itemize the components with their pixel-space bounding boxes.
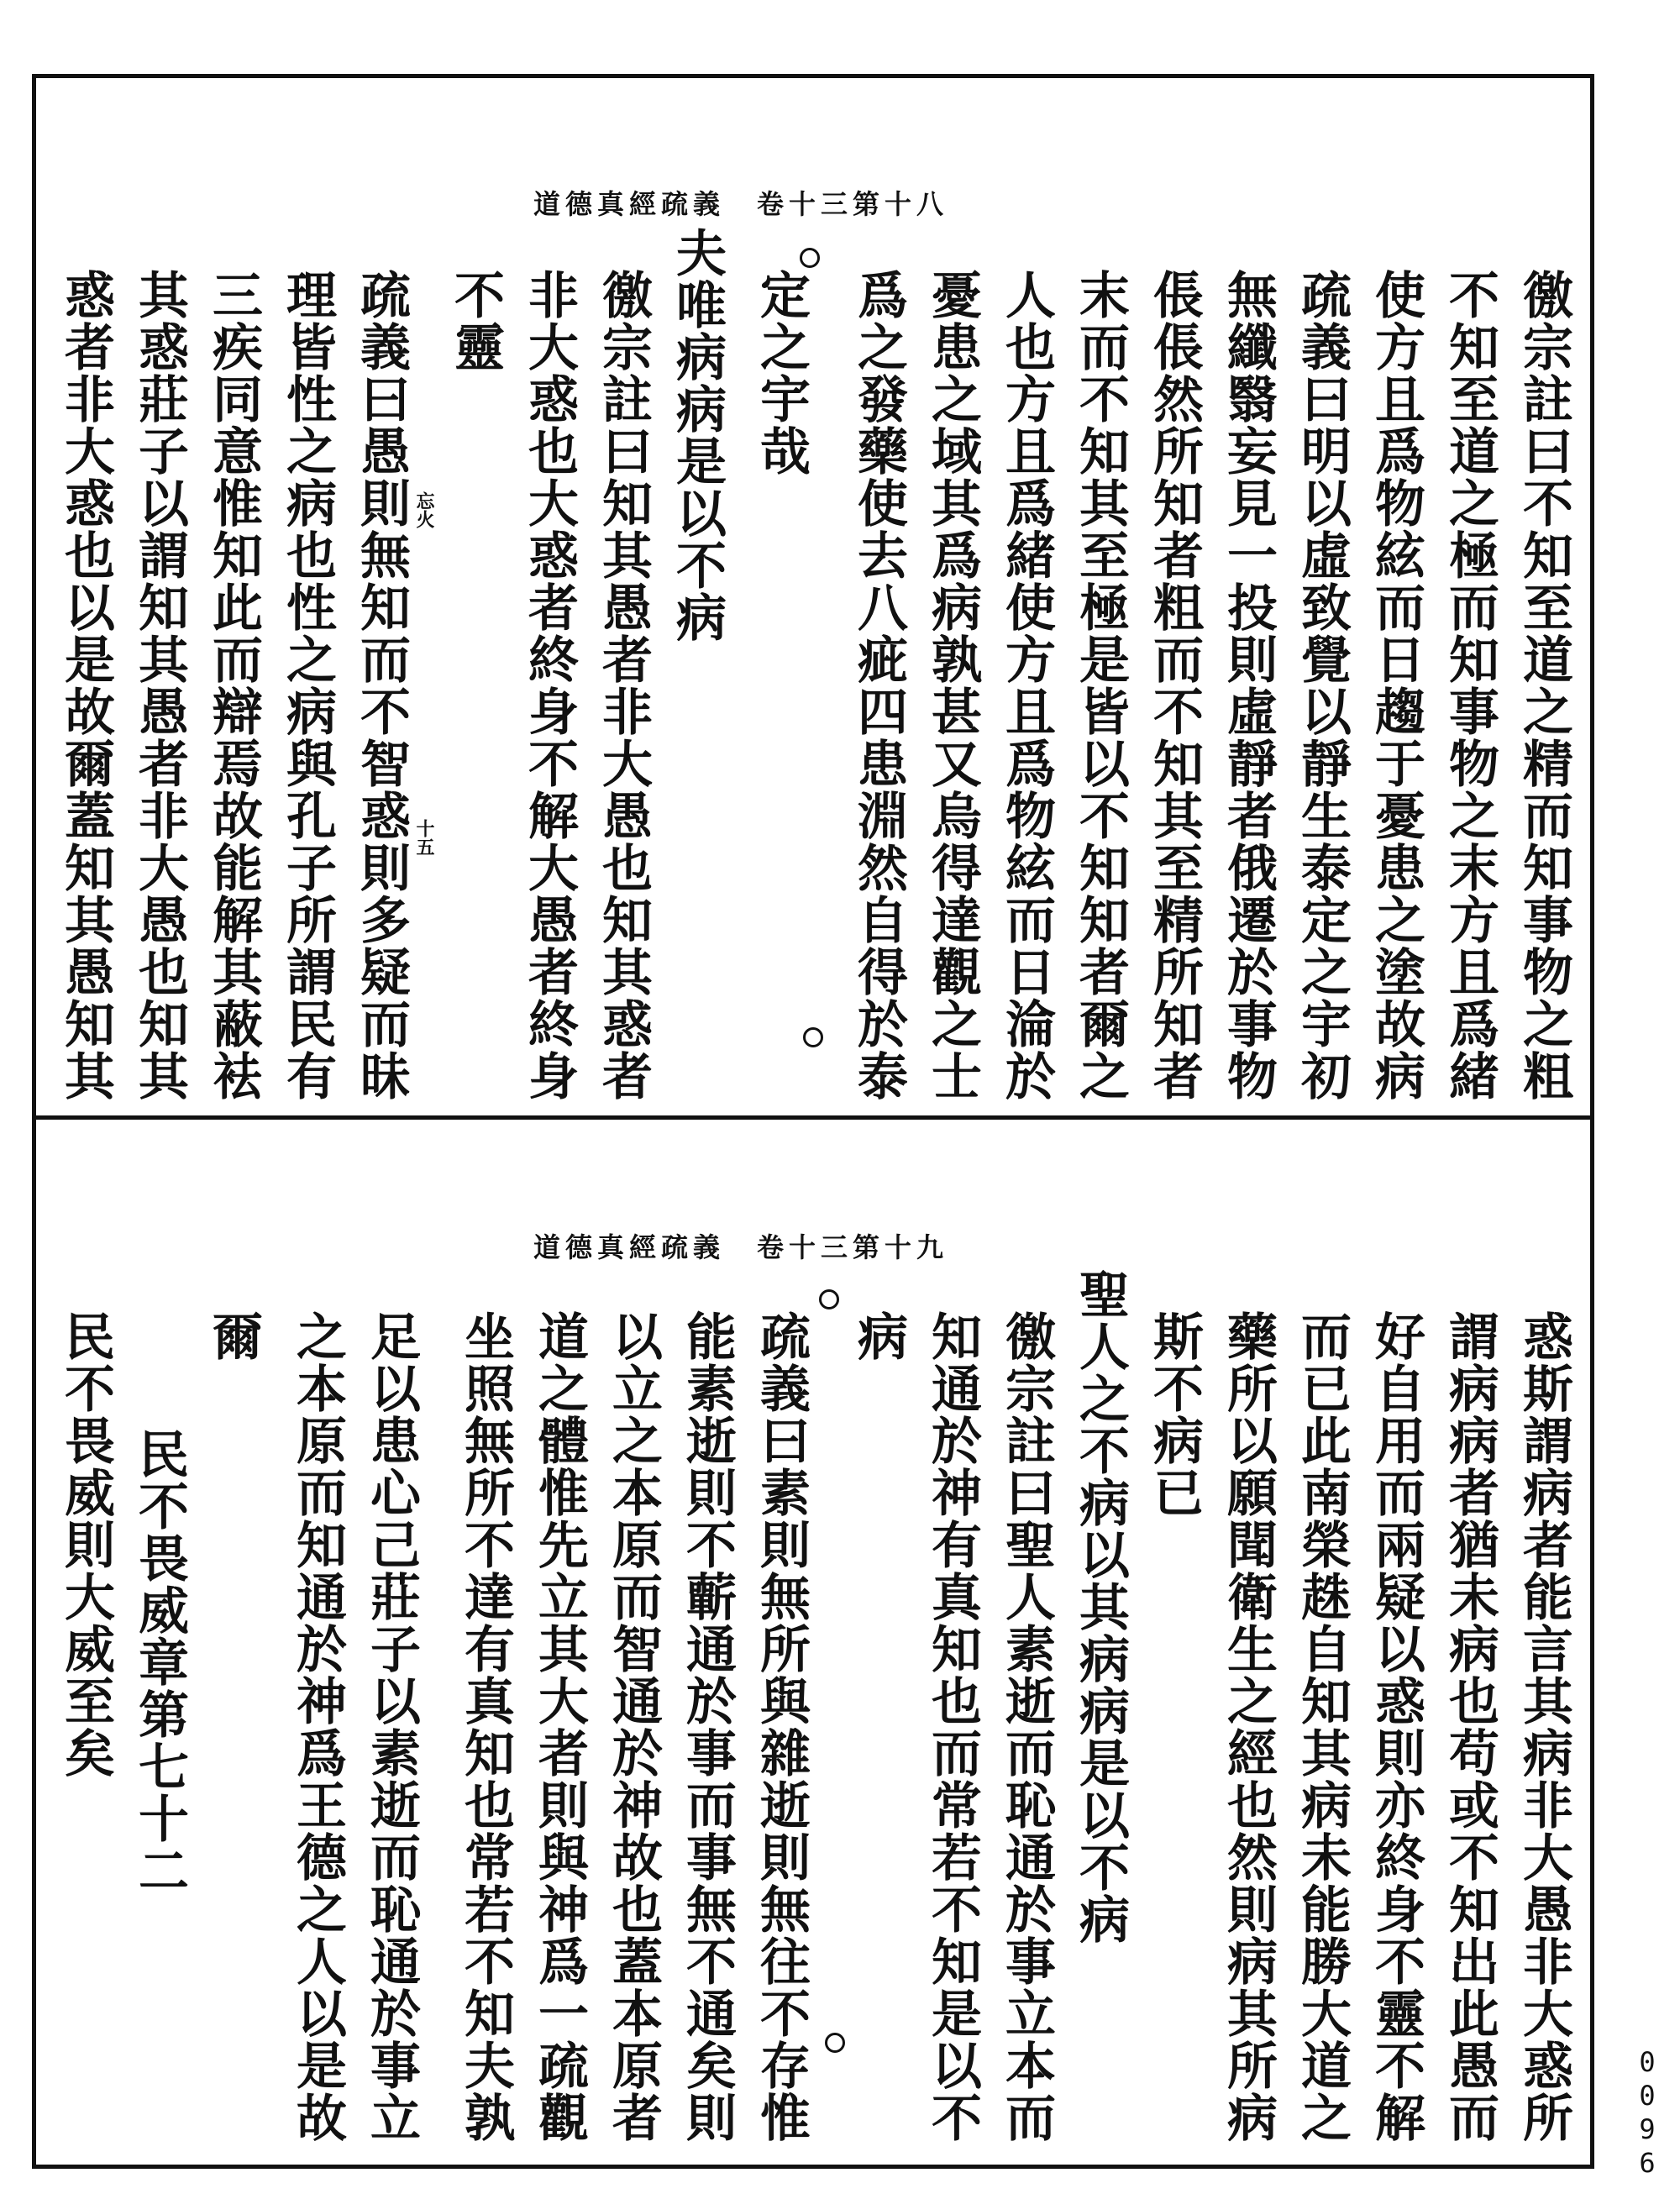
text-column: 理皆性之病也性之病與孔子所謂民有 xyxy=(278,269,337,1102)
text-column: 疏義曰愚則無知而不智惑則多疑而昧 xyxy=(352,269,411,1102)
text-column: 而已此南榮趎自知其病未能勝大道之 xyxy=(1293,1310,1352,2144)
text-column: 民不畏威則大威至矣 xyxy=(56,1310,115,1779)
circle-mark xyxy=(803,1027,823,1047)
text-column: 使方且爲物絃而日趨于憂患之塗故病 xyxy=(1367,269,1425,1102)
page-number: 0096 xyxy=(1631,2046,1663,2181)
text-column: 疏義曰素則無所與雜逝則無往不存惟 xyxy=(752,1310,811,2144)
text-column: 徼宗註曰知其愚者非大愚也知其惑者 xyxy=(594,269,653,1102)
text-column: 藥所以願聞衛生之經也然則病其所病 xyxy=(1219,1310,1278,2144)
text-column: 不知至道之極而知事物之末方且爲緒 xyxy=(1441,269,1499,1102)
text-column: 爲之發藥使去八疵四患淵然自得於泰 xyxy=(849,269,908,1102)
text-column: 憂患之域其爲病孰甚又烏得達觀之士 xyxy=(923,269,982,1102)
text-column: 之本原而知通於神爲王德之人以是故 xyxy=(288,1310,347,2144)
text-column: 道之體惟先立其大者則與神爲一疏觀 xyxy=(530,1310,589,2144)
text-column: 徼宗註曰聖人素逝而恥通於事立本而 xyxy=(997,1310,1056,2144)
circle-mark xyxy=(825,2033,845,2053)
text-column: 斯不病已 xyxy=(1145,1310,1204,1519)
text-column: 好自用而兩疑以惑則亦終身不靈不解 xyxy=(1367,1310,1425,2144)
text-column: 非大惑也大惑者終身不解大愚者終身 xyxy=(520,269,579,1102)
text-column: 病 xyxy=(849,1310,908,1362)
text-column: 惑者非大惑也以是故爾蓋知其愚知其 xyxy=(56,269,115,1102)
margin-note: 忘火 xyxy=(413,491,435,528)
text-column: 足以患心己莊子以素逝而恥通於事立 xyxy=(362,1310,421,2144)
text-column: 惑斯謂病者能言其病非大愚非大惑所 xyxy=(1515,1310,1573,2144)
text-column: 無纖翳妄見一投則虛靜者俄遷於事物 xyxy=(1219,269,1278,1102)
circle-mark xyxy=(819,1289,839,1309)
text-column: 知通於神有真知也而常若不知是以不 xyxy=(923,1310,982,2144)
text-column: 坐照無所不達有真知也常若不知夫孰 xyxy=(456,1310,515,2144)
text-column: 以立之本原而智通於神故也蓋本原者 xyxy=(604,1310,663,2144)
text-column: 倀倀然所知者粗而不知其至精所知者 xyxy=(1145,269,1204,1102)
top-panel-header: 道德真經疏義 卷十三第十八 xyxy=(533,188,949,220)
text-column: 不靈 xyxy=(446,269,505,373)
text-column: 人也方且爲緒使方且爲物絃而日淪於 xyxy=(997,269,1056,1102)
text-column: 疏義曰明以虛致覺以靜生泰定之宇初 xyxy=(1293,269,1352,1102)
text-column: 其惑莊子以謂知其愚者非大愚也知其 xyxy=(130,269,189,1102)
text-column: 三疾同意惟知此而辯焉故能解其蔽袪 xyxy=(204,269,263,1102)
text-column: 聖人之不病以其病病是以不病 xyxy=(1071,1268,1130,1945)
page-frame xyxy=(32,74,1594,2169)
panel-divider xyxy=(32,1115,1594,1120)
text-column: 能素逝則不蘄通於事而事無不通矣則 xyxy=(678,1310,737,2144)
text-column: 夫唯病病是以不病 xyxy=(668,227,727,643)
margin-note: 十五 xyxy=(413,819,435,856)
text-column: 末而不知其至極是皆以不知知者爾之 xyxy=(1071,269,1130,1102)
chapter-title: 民不畏威章第七十二 xyxy=(130,1428,189,1897)
bottom-panel-header: 道德真經疏義 卷十三第十九 xyxy=(533,1231,949,1263)
text-column: 爾 xyxy=(204,1310,263,1362)
text-column: 謂病病者猶未病也苟或不知出此愚而 xyxy=(1441,1310,1499,2144)
text-column: 徼宗註曰不知至道之精而知事物之粗 xyxy=(1515,269,1573,1102)
text-column: 定之宇哉 xyxy=(752,269,811,477)
circle-mark xyxy=(800,248,820,268)
